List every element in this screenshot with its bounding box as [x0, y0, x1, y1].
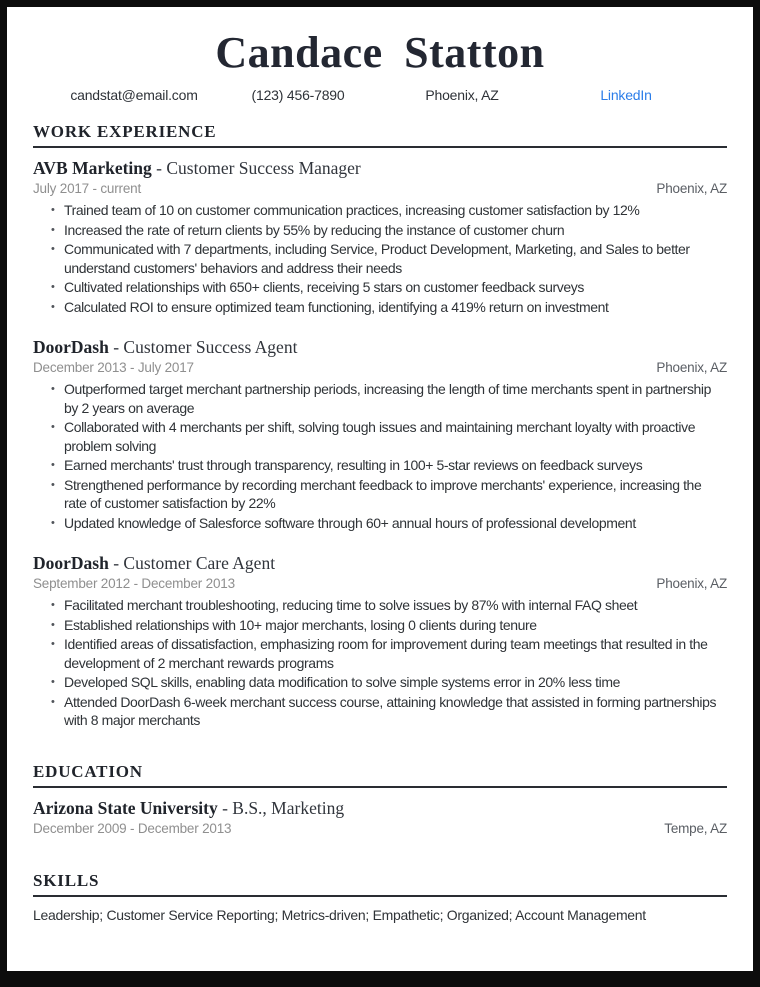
education-dates: December 2009 - December 2013 — [33, 820, 232, 836]
title-separator: - — [217, 797, 233, 818]
degree-name: B.S., Marketing — [232, 797, 345, 818]
job-location: Phoenix, AZ — [656, 181, 727, 196]
title-separator: - — [151, 158, 167, 178]
bullet-item: • Identified areas of dissatisfaction, emphasizing room for improvement during team meetings that resulted in the development of 2 merchant rewards programs — [64, 635, 727, 672]
bullet-item: • Updated knowledge of Salesforce software through 60+ annual hours of professional development — [64, 514, 727, 533]
role-name: Customer Success Manager — [166, 158, 361, 178]
bullet-item: • Established relationships with 10+ major merchants, losing 0 clients during tenure — [64, 616, 727, 635]
section-title-work-experience: WORK EXPERIENCE — [33, 122, 727, 148]
bullet-item: • Cultivated relationships with 650+ clients, receiving 5 stars on customer feedback surveys — [64, 278, 727, 297]
job-location: Phoenix, AZ — [656, 576, 727, 591]
job-entry-doordash-success-agent — [33, 336, 727, 532]
skills-list-text: Leadership; Customer Service Reporting; Metrics-driven; Empathetic; Organized; Account Management — [33, 906, 646, 923]
company-name: DoorDash — [33, 337, 109, 357]
job-title — [33, 157, 727, 179]
education-section — [33, 762, 727, 837]
job-dates: December 2013 - July 2017 — [33, 360, 194, 375]
skills-section — [33, 871, 727, 924]
job-meta-row — [33, 360, 727, 376]
phone-text: (123) 456-7890 — [251, 87, 345, 103]
job-title — [33, 336, 727, 358]
linkedin-link[interactable]: LinkedIn — [600, 87, 652, 103]
job-bullet-list — [33, 596, 727, 730]
education-location: Tempe, AZ — [664, 820, 727, 836]
company-name: AVB Marketing — [33, 158, 152, 178]
bullet-item: • Earned merchants' trust through transparency, resulting in 100+ 5-star reviews on feedback surveys — [64, 456, 727, 475]
bullet-item: • Outperformed target merchant partnership periods, increasing the length of time merchants spent in partnership by 2 years on average — [64, 380, 727, 417]
job-meta-row — [33, 576, 727, 592]
job-entry-doordash-care-agent — [33, 552, 727, 730]
education-meta-row — [33, 821, 727, 837]
email-text: candstat@email.com — [70, 87, 198, 103]
education-title — [33, 797, 727, 819]
job-entry-avb-marketing — [33, 157, 727, 316]
work-experience-section — [33, 122, 727, 730]
bullet-item: • Communicated with 7 departments, including Service, Product Development, Marketing, and Sales to better understand customers' behaviors and address their needs — [64, 240, 727, 277]
section-title-education: EDUCATION — [33, 762, 727, 788]
bullet-item: • Strengthened performance by recording merchant feedback to improve merchants' experience, increasing the rate of customer satisfaction by 22% — [64, 476, 727, 513]
bullet-item: • Trained team of 10 on customer communication practices, increasing customer satisfaction by 12% — [64, 201, 727, 220]
section-title-skills: SKILLS — [33, 871, 727, 897]
bullet-item: • Increased the rate of return clients by 55% by reducing the instance of customer churn — [64, 221, 727, 240]
job-bullet-list — [33, 201, 727, 316]
education-entry — [33, 797, 727, 837]
resume-page — [7, 7, 753, 971]
job-dates: September 2012 - December 2013 — [33, 576, 235, 591]
bullet-item: • Collaborated with 4 merchants per shift, solving tough issues and maintaining merchant loyalty with proactive problem solving — [64, 418, 727, 455]
contact-row — [52, 87, 708, 104]
job-dates: July 2017 - current — [33, 181, 142, 196]
bullet-item: • Developed SQL skills, enabling data modification to solve simple systems error in 20% less time — [64, 673, 727, 692]
company-name: DoorDash — [33, 553, 109, 573]
title-separator: - — [108, 337, 124, 357]
resume-header — [33, 29, 727, 104]
location-text: Phoenix, AZ — [425, 87, 499, 103]
candidate-name: Candace Statton — [215, 28, 545, 77]
job-bullet-list — [33, 380, 727, 532]
role-name: Customer Care Agent — [123, 553, 276, 573]
job-title — [33, 552, 727, 574]
job-meta-row — [33, 181, 727, 197]
bullet-item: • Calculated ROI to ensure optimized team functioning, identifying a 419% return on investment — [64, 298, 727, 317]
job-location: Phoenix, AZ — [656, 360, 727, 375]
role-name: Customer Success Agent — [123, 337, 298, 357]
title-separator: - — [108, 553, 124, 573]
school-name: Arizona State University — [33, 797, 218, 818]
bullet-item: • Facilitated merchant troubleshooting, reducing time to solve issues by 87% with internal FAQ sheet — [64, 596, 727, 615]
bullet-item: • Attended DoorDash 6-week merchant success course, attaining knowledge that assisted in forming partnerships with 8 major merchants — [64, 693, 727, 730]
